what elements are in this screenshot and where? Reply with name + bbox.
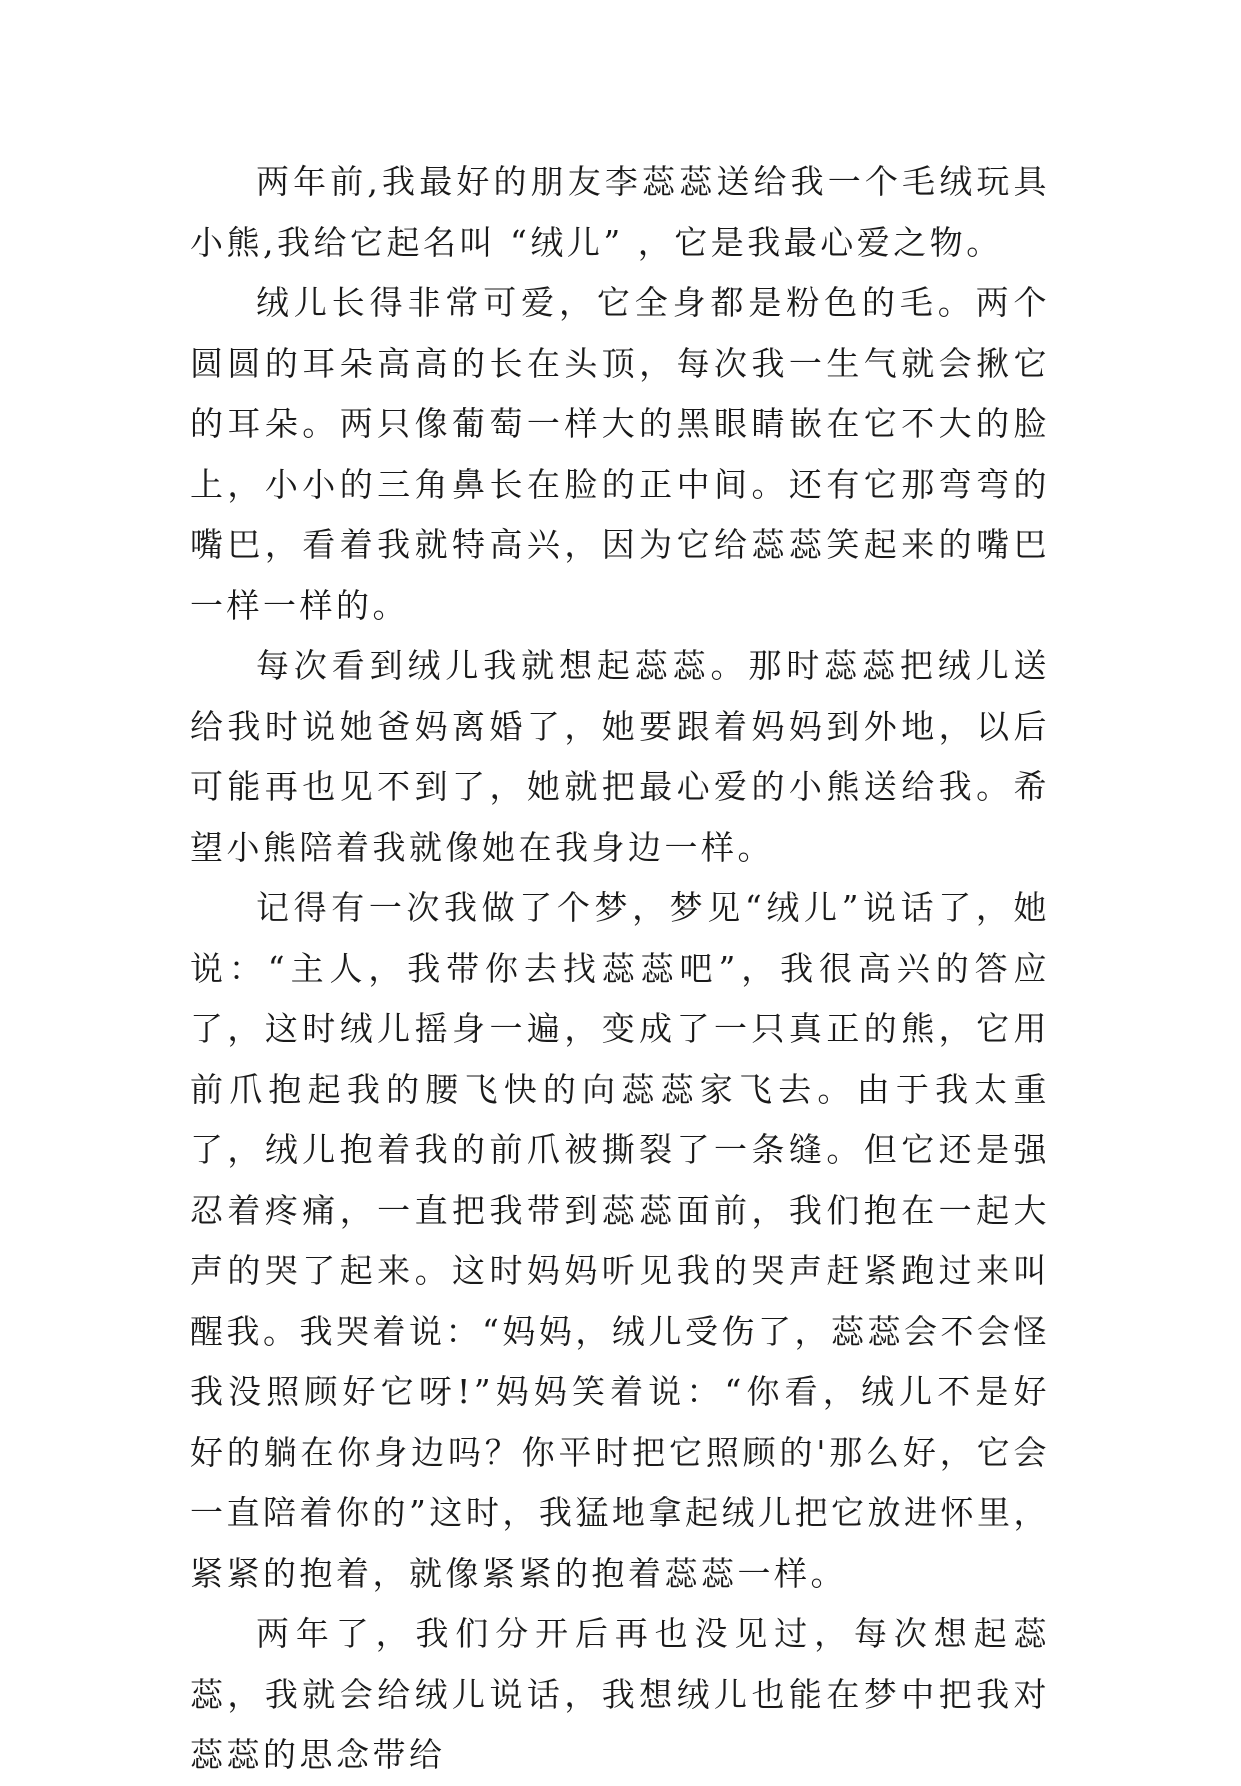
paragraph-3: 每次看到绒儿我就想起蕊蕊。那时蕊蕊把绒儿送给我时说她爸妈离婚了，她要跟着妈妈到外地，以后可能再也见不到了，她就把最心爱的小熊送给我。希望小熊陪着我就像她在我身边一样。: [190, 646, 1050, 867]
essay-body: [190, 152, 1050, 1786]
paragraph-4: 记得有一次我做了个梦，梦见“绒儿”说话了，她说：“主人，我带你去找蕊蕊吧”，我很高兴的答应了，这时绒儿摇身一遍，变成了一只真正的熊，它用前爪抱起我的腰飞快的向蕊蕊家飞去。由于我太重了，绒儿抱着我的前爪被撕裂了一条缝。但它还是强忍着疼痛，一直把我带到蕊蕊面前，我们抱在一起大声的哭了起来。这时妈妈听见我的哭声赶紧跑过来叫醒我。我哭着说：“妈妈，绒儿受伤了，蕊蕊会不会怪我没照顾好它呀!”妈妈笑着说：“你看，绒儿不是好好的躺在你身边吗？你平时把它照顾的'那么好，它会一直陪着你的”这时，我猛地拿起绒儿把它放进怀里，紧紧的抱着，就像紧紧的抱着蕊蕊一样。: [190, 888, 1050, 1593]
paragraph-1: 两年前,我最好的朋友李蕊蕊送给我一个毛绒玩具小熊,我给它起名叫 “绒儿” ，它是我最心爱之物。: [190, 162, 1050, 262]
paragraph-2: 绒儿长得非常可爱，它全身都是粉色的毛。两个圆圆的耳朵高高的长在头顶，每次我一生气就会揪它的耳朵。两只像葡萄一样大的黑眼睛嵌在它不大的脸上，小小的三角鼻长在脸的正中间。还有它那弯弯的嘴巴，看着我就特高兴，因为它给蕊蕊笑起来的嘴巴一样一样的。: [190, 283, 1050, 625]
paragraph-5: 两年了，我们分开后再也没见过，每次想起蕊蕊，我就会给绒儿说话，我想绒儿也能在梦中把我对蕊蕊的思念带给: [190, 1614, 1050, 1774]
